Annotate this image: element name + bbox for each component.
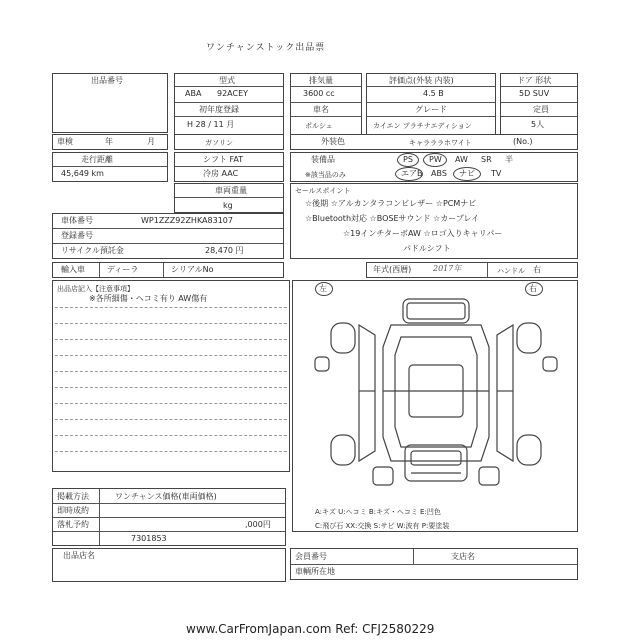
color-box bbox=[290, 134, 578, 150]
doors-box bbox=[500, 73, 578, 135]
model-prefix: ABA bbox=[185, 89, 202, 98]
price-unit: ,000円 bbox=[245, 520, 271, 529]
fuel-value: ガソリン bbox=[205, 139, 233, 147]
lot-number-label: 出品番号 bbox=[91, 76, 123, 85]
member-no-label: 会員番号 bbox=[295, 552, 327, 561]
watermark-text: www.CarFromJapan.com Ref: CFJ2580229 bbox=[186, 622, 435, 636]
model-year-box bbox=[366, 262, 578, 278]
capacity-label: 定員 bbox=[533, 105, 549, 114]
equipment-aw: AW bbox=[455, 155, 468, 164]
shift-ac-box bbox=[174, 152, 284, 182]
diagram-right-label: 右 bbox=[529, 284, 537, 293]
model-year-value: 2017年 bbox=[433, 264, 462, 273]
shift-value: シフト FAT bbox=[203, 155, 244, 164]
mileage-value: 45,649 km bbox=[61, 169, 104, 178]
weight-box bbox=[174, 183, 284, 213]
equipment-airbag-circle bbox=[395, 167, 423, 181]
handle-value: 右 bbox=[533, 265, 541, 274]
handle-label: ハンドル bbox=[497, 267, 525, 275]
equipment-box bbox=[290, 152, 578, 182]
doors-shape-label: ドア 形状 bbox=[517, 76, 552, 85]
doors-shape-value: 5D SUV bbox=[519, 89, 550, 98]
sales-point-1: ☆後期 ☆アルカンタラコンビレザー ☆PCMナビ bbox=[305, 199, 477, 208]
sales-point-2: ☆Bluetooth対応 ☆BOSEサウンド ☆カープレイ bbox=[305, 214, 480, 223]
fuel-box bbox=[174, 134, 284, 150]
equipment-navi: ナビ bbox=[459, 169, 475, 178]
car-name-label: 車名 bbox=[313, 105, 329, 114]
sales-points-label: セールスポイント bbox=[295, 187, 351, 195]
equipment-half: 半 bbox=[505, 155, 513, 164]
grade-box bbox=[366, 73, 496, 135]
first-reg-label: 初年度登録 bbox=[199, 105, 239, 114]
equipment-ps-circle bbox=[397, 153, 419, 167]
equipment-note: ※該当品のみ bbox=[305, 171, 346, 179]
equipment-sr: SR bbox=[481, 155, 492, 164]
diagram-left-label: 左 bbox=[319, 284, 327, 293]
car-diagram bbox=[311, 295, 561, 491]
grade-value: カイエン プラチナエディション bbox=[373, 122, 472, 130]
car-diagram-box bbox=[292, 280, 578, 532]
listing-method-label: 掲載方法 bbox=[57, 492, 89, 501]
recycle-label: リサイクル預託金 bbox=[61, 246, 124, 255]
lot-number-box bbox=[52, 73, 168, 133]
equipment-pw-circle bbox=[423, 153, 447, 167]
exterior-color-label: 外装色 bbox=[321, 137, 345, 146]
legend-row-1: A:キズ U:ヘコミ B:キズ・ヘコミ E:凹色 bbox=[315, 508, 441, 516]
shaken-month-label: 月 bbox=[147, 137, 155, 146]
shaken-box bbox=[52, 134, 168, 150]
branch-label: 支店名 bbox=[451, 552, 475, 561]
equipment-ps: PS bbox=[403, 155, 413, 164]
sales-point-3: ☆19インチターボAW ☆ロゴ入りキャリパー bbox=[343, 229, 503, 238]
import-box bbox=[52, 262, 284, 278]
displacement-value: 3600 cc bbox=[303, 89, 335, 98]
model-year-label: 年式(西暦) bbox=[373, 265, 412, 274]
first-reg-value: H 28 / 11 月 bbox=[187, 120, 235, 129]
price-value: 7301853 bbox=[131, 534, 167, 543]
displacement-box bbox=[290, 73, 362, 135]
model-box bbox=[174, 73, 284, 135]
exterior-color-value: キャラララホワイト bbox=[409, 139, 472, 147]
chassis-value: WP1ZZZ92ZHKA83107 bbox=[141, 216, 233, 225]
remarks-value: ※各所細傷・ヘコミ有り AW傷有 bbox=[89, 294, 208, 303]
color-no-value: (No.) bbox=[513, 137, 533, 146]
ac-value: 冷房 AAC bbox=[203, 169, 239, 178]
member-box bbox=[290, 548, 578, 580]
chassis-box bbox=[52, 213, 284, 259]
store-name-label: 出品店名 bbox=[63, 551, 95, 560]
equipment-abs: ABS bbox=[431, 169, 447, 178]
import-label: 輸入車 bbox=[61, 265, 85, 274]
recycle-value: 28,470 円 bbox=[205, 246, 244, 255]
shaken-year-label: 年 bbox=[105, 137, 113, 146]
mileage-label: 走行距離 bbox=[81, 155, 113, 164]
model-code: 92ACEY bbox=[217, 89, 249, 98]
displacement-label: 排気量 bbox=[309, 76, 333, 85]
reserve-label: 落札予約 bbox=[57, 520, 89, 529]
car-name-value: ポルシェ bbox=[305, 122, 333, 130]
shaken-label: 車検 bbox=[57, 137, 73, 146]
grade-score-label: 評価点(外装 内装) bbox=[389, 76, 454, 85]
legend-row-2: C:飛び石 XX:交換 S:サビ W:波有 P:要塗装 bbox=[315, 522, 450, 530]
sheet-title: ワンチャンストック出品票 bbox=[206, 43, 326, 53]
instant-label: 即時成約 bbox=[57, 506, 89, 515]
equipment-pw: PW bbox=[429, 155, 442, 164]
plate-label: 登録番号 bbox=[61, 231, 93, 240]
weight-unit: kg bbox=[223, 201, 233, 210]
store-name-box bbox=[52, 548, 286, 582]
remarks-label: 出品店記入【注意事項】 bbox=[57, 285, 134, 293]
location-label: 車輌所在地 bbox=[295, 567, 335, 576]
equipment-tv: TV bbox=[491, 169, 502, 178]
capacity-value: 5人 bbox=[531, 120, 545, 129]
equipment-label: 装備品 bbox=[311, 155, 335, 164]
grade-score-value: 4.5 B bbox=[423, 89, 444, 98]
sales-point-4: パドルシフト bbox=[403, 244, 451, 253]
model-label: 型式 bbox=[219, 76, 235, 85]
equipment-navi-circle bbox=[453, 167, 481, 181]
listing-box bbox=[52, 488, 286, 546]
chassis-label: 車体番号 bbox=[61, 216, 93, 225]
sales-points-box bbox=[290, 183, 578, 259]
mileage-box bbox=[52, 152, 168, 182]
grade-label: グレード bbox=[415, 105, 447, 114]
import-dealer: ディーラ bbox=[107, 265, 139, 274]
listing-method-value: ワンチャンス価格(車両価格) bbox=[115, 492, 217, 501]
serial-label: シリアルNo bbox=[171, 265, 214, 274]
remarks-box bbox=[52, 280, 290, 472]
equipment-airbag: エアB bbox=[401, 169, 423, 178]
weight-label: 車両重量 bbox=[215, 186, 247, 195]
